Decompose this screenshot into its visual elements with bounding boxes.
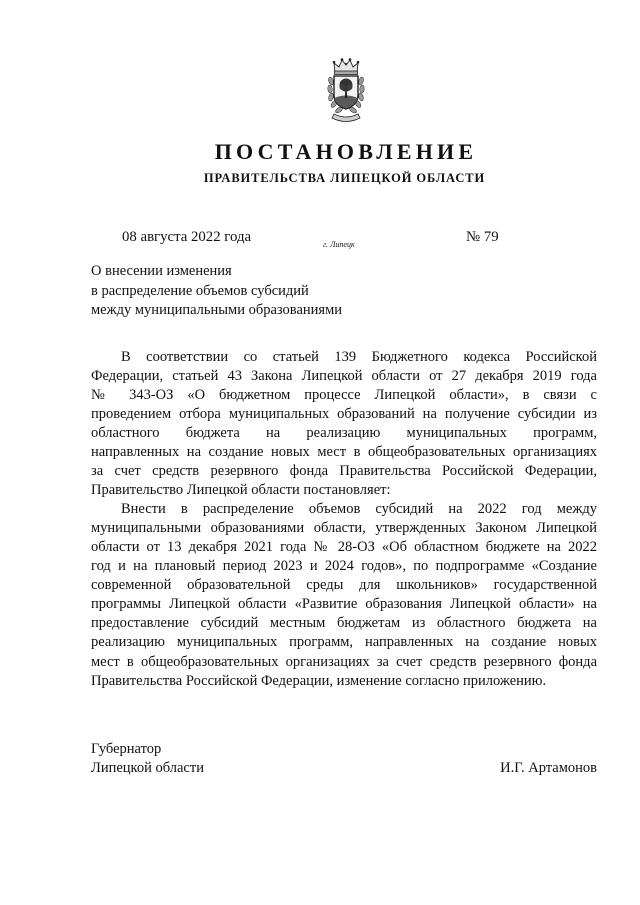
body-line: Правительство Липецкой области постановляет: [91, 481, 391, 498]
body-line: за счет средств резервного фонда Правительства Российской Федерации, [91, 462, 597, 479]
signatory-position: Губернатор [91, 740, 162, 757]
subject-line: между муниципальными образованиями [91, 302, 343, 318]
body-line: областного бюджета на реализацию муниципальных программ, [91, 424, 597, 441]
body-line: реализацию муниципальных программ, направленных на создание новых [91, 634, 597, 651]
document-subject [91, 262, 342, 321]
signatory-position: Липецкой области [91, 759, 204, 776]
body-line: проведением отбора муниципальных образований на получение субсидии из [91, 405, 597, 422]
body-line: год и на плановый период 2023 и 2024 годов», по подпрограмме «Создание [91, 558, 597, 575]
document-date: 08 августа 2022 года [122, 229, 252, 245]
body-line: Внести в распределение объемов субсидий на 2022 год между [121, 501, 597, 517]
paragraph-2 [91, 500, 597, 691]
body-line: муниципальными образованиями области, утвержденных Законом Липецкой [91, 520, 597, 537]
body-line: предоставление субсидий местным бюджетам из областного бюджета на [91, 615, 597, 632]
document-city: г. Липецк [323, 240, 355, 249]
signatory-name: И.Г. Артамонов [500, 759, 597, 776]
body-line: Федерации, статьей 43 Закона Липецкой области от 27 декабря 2019 года [91, 367, 597, 384]
document-number: № 79 [466, 229, 499, 245]
body-line: В соответствии со статьей 139 Бюджетного кодекса Российской [121, 348, 597, 365]
body-line: мест в общеобразовательных организациях за счет средств резервного фонда [91, 653, 597, 670]
document-body [91, 348, 597, 691]
coat-of-arms [321, 57, 371, 125]
body-line: области от 13 декабря 2021 года № 28-ОЗ «Об областном бюджете на 2022 [91, 539, 597, 556]
subject-line: в распределение объемов субсидий [91, 282, 309, 299]
document-subtitle: ПРАВИТЕЛЬСТВА ЛИПЕЦКОЙ ОБЛАСТИ [203, 171, 486, 185]
body-line: Правительства Российской Федерации, изменение согласно приложению. [91, 672, 547, 689]
body-line: направленных на создание новых мест в общеобразовательных организациях [91, 443, 597, 460]
subject-line: О внесении изменения [91, 263, 232, 279]
body-line: № 343-ОЗ «О бюджетном процессе Липецкой области», в связи с [91, 386, 597, 403]
coat-of-arms-icon [321, 57, 371, 125]
document-title: ПОСТАНОВЛЕНИЕ [214, 139, 478, 164]
body-line: современной образовательной среды для школьников» государственной [91, 577, 597, 594]
body-line: программы Липецкой области «Развитие образования Липецкой области» на [91, 596, 597, 613]
paragraph-1 [91, 348, 597, 501]
